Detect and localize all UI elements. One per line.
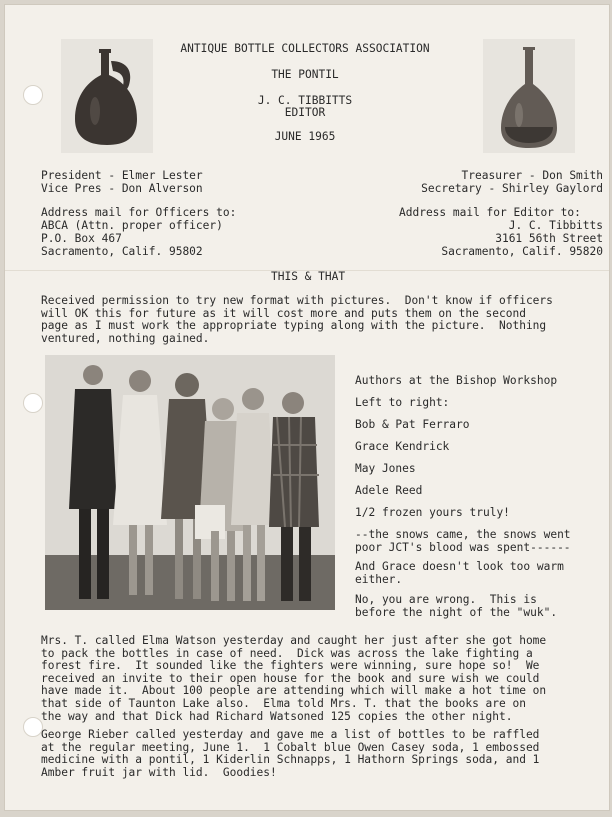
caption-note: No, you are wrong. This is [355, 593, 537, 606]
publication-title: THE PONTIL [271, 68, 339, 81]
editor-name: J. C. TIBBITTS [257, 94, 353, 107]
jug-bottle-icon [61, 39, 153, 153]
text-line: George Rieber called yesterday and gave me a list of bottles to be raffled [41, 728, 540, 741]
text-line: at the regular meeting, June 1. 1 Cobalt blue Owen Casey soda, 1 embossed [41, 740, 540, 754]
caption-name: Adele Reed [355, 484, 423, 497]
text-line: to pack the bottles in case of need. Dick was across the lake fighting a [41, 646, 533, 660]
editor-title: EDITOR [284, 106, 326, 119]
officers-address-line: P.O. Box 467 [41, 232, 122, 245]
flask-bottle-photo [483, 39, 575, 153]
text-line: received an invite to their open house for the book and sure wish we could [41, 671, 540, 685]
newsletter-page [4, 4, 610, 811]
caption-name: Grace Kendrick [355, 440, 450, 453]
text-line: Amber fruit jar with lid. Goodies! [41, 765, 277, 779]
flask-bottle-icon [483, 39, 575, 153]
text-line: that side of Taunton Lake also. Elma told Mrs. T. that the books are on [41, 696, 526, 710]
caption-note: before the night of the "wuk". [355, 606, 558, 619]
vice-president-line: Vice Pres - Don Alverson [41, 182, 203, 195]
editor-address-heading: Address mail for Editor to: [399, 206, 581, 219]
intro-paragraph [41, 295, 610, 345]
editor-address-line: Sacramento, Calif. 95820 [441, 245, 603, 258]
caption-note: --the snows came, the snows went [355, 528, 571, 541]
text-line: forest fire. It sounded like the fighters were winning, sure hope so! We [41, 659, 540, 673]
treasurer-line: Treasurer - Don Smith [461, 169, 603, 182]
group-photo [45, 355, 335, 610]
text-line: have made it. About 100 people are attending which will make a hot time on [41, 684, 547, 698]
jug-bottle-photo [61, 39, 153, 153]
watson-paragraph [41, 635, 610, 723]
secretary-line: Secretary - Shirley Gaylord [421, 182, 603, 195]
editor-address-line: J. C. Tibbitts [508, 219, 603, 232]
text-line: ventured, nothing gained. [41, 331, 210, 345]
caption-left-to-right: Left to right: [355, 396, 450, 409]
binder-hole [23, 393, 43, 413]
binder-hole [23, 85, 43, 105]
caption-name: Bob & Pat Ferraro [355, 418, 470, 431]
text-line: page as I must work the appropriate typing along with the picture. Nothing [41, 319, 547, 333]
caption-name: 1/2 frozen yours truly! [355, 506, 510, 519]
caption-note: poor JCT's blood was spent------ [355, 541, 571, 554]
text-line: Received permission to try new format with pictures. Don't know if officers [41, 294, 553, 307]
section-title: THIS & THAT [271, 270, 346, 283]
text-line: medicine with a pontil, 1 Kiderlin Schnapps, 1 Hathorn Springs soda, and 1 [41, 753, 540, 767]
officers-address-line: ABCA (Attn. proper officer) [41, 219, 223, 232]
group-photo-image [45, 355, 335, 610]
caption-note: either. [355, 573, 403, 586]
org-name: ANTIQUE BOTTLE COLLECTORS ASSOCIATION [180, 42, 430, 55]
officers-address-line: Sacramento, Calif. 95802 [41, 245, 203, 258]
caption-name: May Jones [355, 462, 416, 475]
officers-address-heading: Address mail for Officers to: [41, 206, 237, 219]
president-line: President - Elmer Lester [41, 169, 203, 182]
editor-address-line: 3161 56th Street [495, 232, 603, 245]
issue-date: JUNE 1965 [274, 130, 336, 143]
binder-hole [23, 717, 43, 737]
raffle-paragraph [41, 729, 610, 779]
caption-title: Authors at the Bishop Workshop [355, 374, 558, 387]
text-line: Mrs. T. called Elma Watson yesterday and caught her just after she got home [41, 634, 547, 647]
text-line: the way and that Dick had Richard Watsoned 125 copies the other night. [41, 709, 513, 723]
caption-note: And Grace doesn't look too warm [355, 560, 564, 573]
text-line: will OK this for future as it will cost more and puts them on the second [41, 306, 526, 320]
